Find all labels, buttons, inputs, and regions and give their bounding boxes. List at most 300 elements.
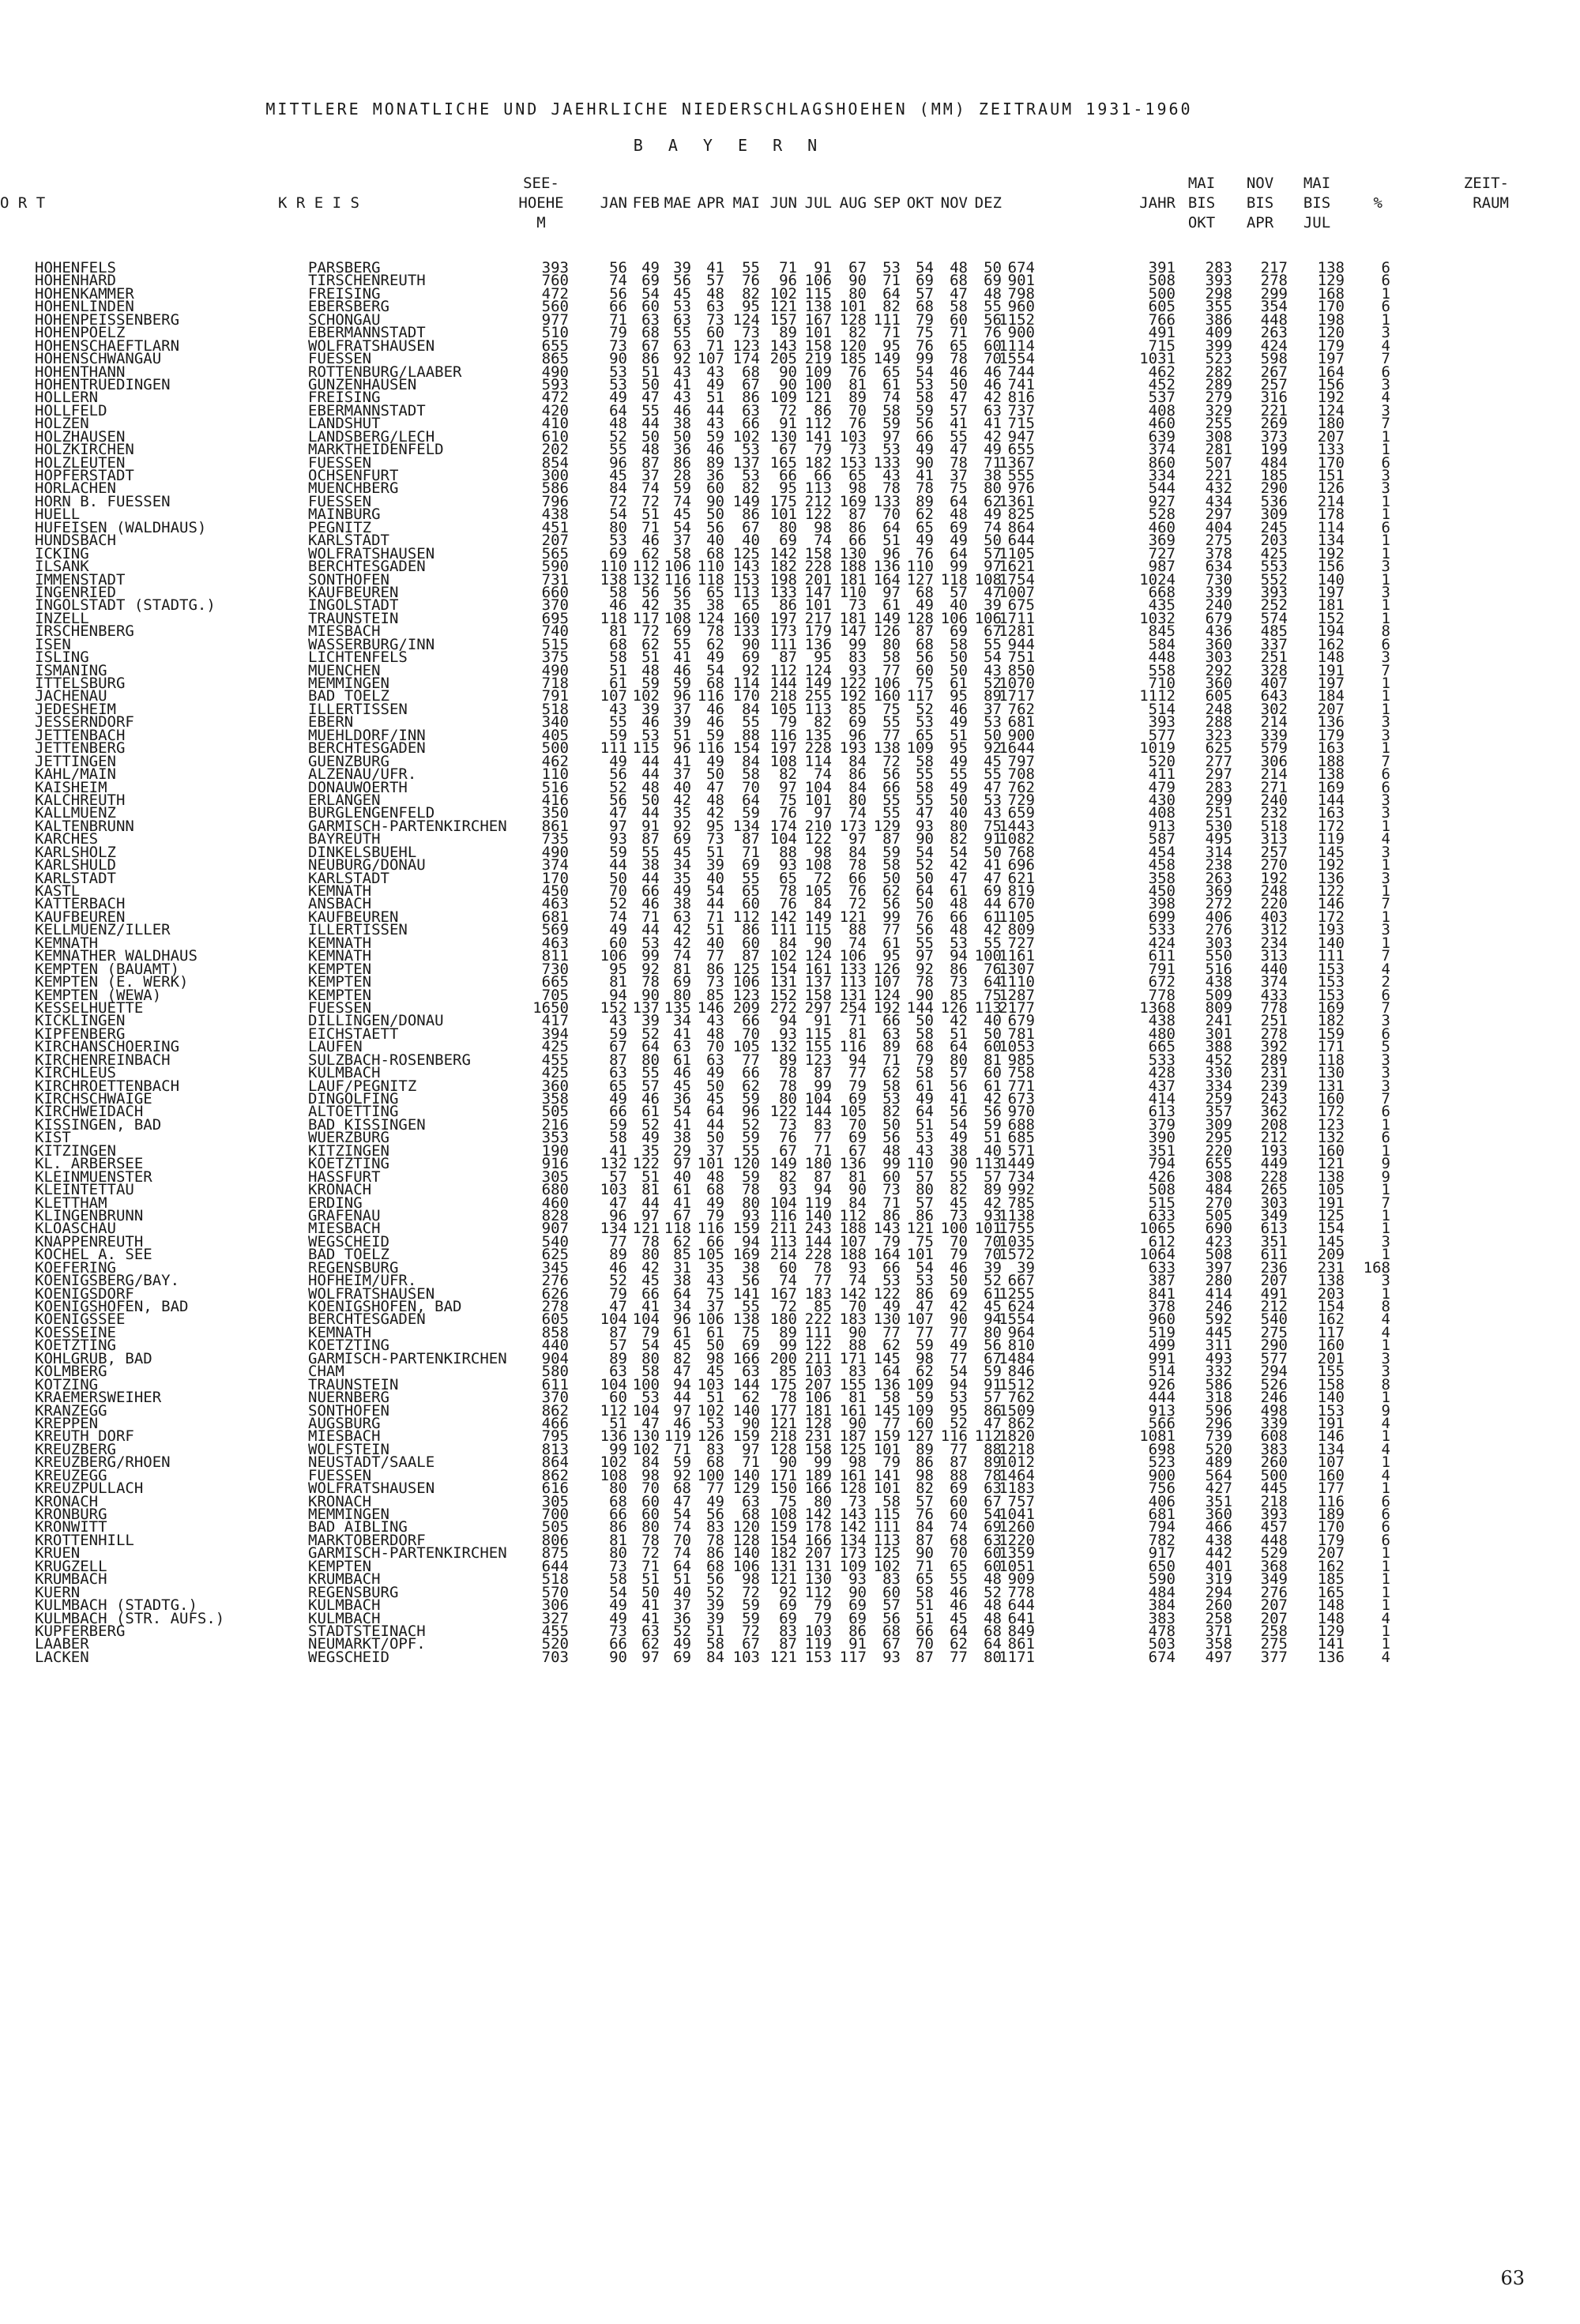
value-cell: 80 bbox=[609, 1480, 627, 1498]
ort-cell: KAISHEIM bbox=[35, 778, 107, 796]
value-cell: 82 bbox=[916, 1480, 934, 1498]
value-cell: 90 bbox=[916, 1544, 934, 1562]
kreis-cell: BAD KISSINGEN bbox=[308, 1115, 426, 1134]
value-cell: 162 bbox=[1317, 635, 1345, 653]
value-cell: 56 bbox=[882, 1129, 901, 1147]
value-cell: 778 bbox=[1007, 1583, 1035, 1601]
value-cell: 613 bbox=[1148, 1103, 1176, 1121]
value-cell: 67 bbox=[984, 1349, 1002, 1367]
value-cell: 505 bbox=[541, 1518, 569, 1536]
value-cell: 69 bbox=[742, 649, 760, 667]
header-mai-jul-2: BIS bbox=[1303, 194, 1331, 212]
value-cell: 90 bbox=[848, 1583, 867, 1601]
ort-cell: KRONACH bbox=[35, 1492, 99, 1510]
value-cell: 154 bbox=[1317, 1220, 1345, 1238]
value-cell: 56 bbox=[673, 272, 691, 290]
value-cell: 130 bbox=[839, 544, 867, 562]
ort-cell: HUELL bbox=[35, 506, 81, 524]
value-cell: 54 bbox=[950, 1115, 968, 1134]
ort-cell: HOHENSCHWANGAU bbox=[35, 350, 162, 368]
value-cell: 44 bbox=[706, 401, 724, 419]
value-cell: 42 bbox=[984, 1090, 1002, 1107]
value-cell: 129 bbox=[732, 1480, 760, 1498]
value-cell: 76 bbox=[779, 1129, 797, 1147]
value-cell: 846 bbox=[1007, 1363, 1035, 1381]
value-cell: 577 bbox=[1148, 726, 1176, 744]
value-cell: 105 bbox=[1317, 1181, 1345, 1199]
value-cell: 85 bbox=[779, 1363, 797, 1381]
value-cell: 54 bbox=[609, 506, 627, 524]
value-cell: 7 bbox=[1381, 1090, 1390, 1107]
value-cell: 454 bbox=[1148, 843, 1176, 861]
ort-cell: KITZINGEN bbox=[35, 1141, 116, 1160]
value-cell: 54 bbox=[673, 518, 691, 536]
ort-cell: KLINGENBRUNN bbox=[35, 1206, 144, 1224]
value-cell: 46 bbox=[673, 1064, 691, 1082]
value-cell: 160 bbox=[873, 687, 901, 705]
ort-cell: KREUZBERG bbox=[35, 1440, 116, 1458]
value-cell: 130 bbox=[769, 427, 797, 446]
value-cell: 68 bbox=[916, 298, 934, 316]
value-cell: 231 bbox=[804, 1427, 832, 1446]
value-cell: 193 bbox=[839, 739, 867, 758]
value-cell: 392 bbox=[1260, 1038, 1288, 1056]
value-cell: 228 bbox=[1260, 1168, 1288, 1186]
value-cell: 50 bbox=[916, 869, 934, 887]
value-cell: 155 bbox=[804, 1038, 832, 1056]
value-cell: 138 bbox=[732, 1311, 760, 1329]
value-cell: 179 bbox=[1317, 1531, 1345, 1549]
value-cell: 862 bbox=[1007, 1414, 1035, 1432]
value-cell: 96 bbox=[609, 453, 627, 472]
kreis-cell: KEMNATH bbox=[308, 1323, 372, 1341]
value-cell: 185 bbox=[1260, 467, 1288, 484]
value-cell: 611 bbox=[1148, 947, 1176, 965]
value-cell: 174 bbox=[732, 350, 760, 368]
value-cell: 149 bbox=[873, 350, 901, 368]
value-cell: 86 bbox=[706, 1544, 724, 1562]
value-cell: 78 bbox=[641, 1232, 660, 1250]
value-cell: 60 bbox=[641, 1506, 660, 1523]
value-cell: 89 bbox=[916, 1440, 934, 1458]
value-cell: 59 bbox=[984, 1115, 1002, 1134]
value-cell: 4 bbox=[1381, 1323, 1390, 1341]
value-cell: 730 bbox=[541, 960, 569, 978]
value-cell: 143 bbox=[873, 1220, 901, 1238]
value-cell: 90 bbox=[916, 986, 934, 1004]
value-cell: 121 bbox=[906, 1220, 934, 1238]
value-cell: 276 bbox=[541, 1272, 569, 1290]
ort-cell: KESSELHUETTE bbox=[35, 998, 144, 1017]
value-cell: 417 bbox=[541, 1012, 569, 1030]
value-cell: 644 bbox=[541, 1557, 569, 1575]
value-cell: 93 bbox=[916, 817, 934, 835]
value-cell: 490 bbox=[541, 843, 569, 861]
ort-cell: HOHENHARD bbox=[35, 272, 116, 290]
value-cell: 778 bbox=[1148, 986, 1176, 1004]
value-cell: 404 bbox=[1205, 518, 1232, 536]
value-cell: 131 bbox=[769, 973, 797, 991]
value-cell: 56 bbox=[882, 895, 901, 913]
value-cell: 49 bbox=[673, 882, 691, 900]
value-cell: 71 bbox=[706, 337, 724, 355]
value-cell: 49 bbox=[609, 752, 627, 770]
value-cell: 255 bbox=[804, 687, 832, 705]
value-cell: 94 bbox=[673, 1375, 691, 1393]
value-cell: 518 bbox=[541, 1570, 569, 1589]
value-cell: 828 bbox=[541, 1206, 569, 1224]
value-cell: 101 bbox=[804, 596, 832, 615]
value-cell: 1041 bbox=[999, 1506, 1035, 1523]
value-cell: 120 bbox=[1317, 324, 1345, 342]
value-cell: 49 bbox=[950, 532, 968, 550]
value-cell: 75 bbox=[882, 700, 901, 718]
value-cell: 703 bbox=[541, 1648, 569, 1666]
value-cell: 54 bbox=[950, 1363, 968, 1381]
value-cell: 54 bbox=[609, 1583, 627, 1601]
value-cell: 43 bbox=[706, 415, 724, 433]
value-cell: 63 bbox=[673, 310, 691, 329]
value-cell: 4 bbox=[1381, 1466, 1390, 1484]
value-cell: 71 bbox=[882, 1194, 901, 1212]
value-cell: 327 bbox=[541, 1609, 569, 1627]
value-cell: 207 bbox=[1260, 1596, 1288, 1615]
ort-cell: IMMENSTADT bbox=[35, 570, 126, 589]
value-cell: 59 bbox=[984, 1363, 1002, 1381]
value-cell: 95 bbox=[814, 649, 832, 667]
value-cell: 72 bbox=[609, 492, 627, 510]
value-cell: 193 bbox=[1260, 1141, 1288, 1160]
value-cell: 119 bbox=[804, 1635, 832, 1653]
value-cell: 35 bbox=[673, 804, 691, 822]
value-cell: 59 bbox=[742, 1168, 760, 1186]
value-cell: 1 bbox=[1381, 1220, 1390, 1238]
kreis-cell: MUENCHEN bbox=[308, 661, 381, 679]
value-cell: 80 bbox=[673, 986, 691, 1004]
value-cell: 303 bbox=[1205, 649, 1232, 667]
value-cell: 41 bbox=[673, 649, 691, 667]
value-cell: 73 bbox=[609, 1622, 627, 1640]
value-cell: 70 bbox=[742, 1025, 760, 1043]
value-cell: 65 bbox=[916, 1570, 934, 1589]
value-cell: 93 bbox=[742, 1206, 760, 1224]
value-cell: 141 bbox=[1317, 1635, 1345, 1653]
value-cell: 101 bbox=[804, 324, 832, 342]
value-cell: 510 bbox=[541, 324, 569, 342]
value-cell: 108 bbox=[804, 856, 832, 874]
value-cell: 579 bbox=[1260, 739, 1288, 758]
value-cell: 991 bbox=[1148, 1349, 1176, 1367]
value-cell: 460 bbox=[1148, 415, 1176, 433]
value-cell: 3 bbox=[1381, 921, 1390, 939]
value-cell: 106 bbox=[664, 558, 691, 576]
value-cell: 70 bbox=[916, 1635, 934, 1653]
value-cell: 68 bbox=[916, 635, 934, 653]
value-cell: 120 bbox=[732, 1518, 760, 1536]
value-cell: 126 bbox=[940, 998, 968, 1017]
value-cell: 1031 bbox=[1139, 350, 1176, 368]
value-cell: 95 bbox=[950, 1401, 968, 1420]
kreis-cell: WOLFRATSHAUSEN bbox=[308, 1480, 435, 1498]
value-cell: 440 bbox=[541, 1337, 569, 1355]
value-cell: 643 bbox=[1260, 687, 1288, 705]
value-cell: 460 bbox=[1148, 518, 1176, 536]
value-cell: 50 bbox=[641, 375, 660, 393]
value-cell: 69 bbox=[950, 1284, 968, 1303]
value-cell: 87 bbox=[814, 1168, 832, 1186]
value-cell: 328 bbox=[1260, 661, 1288, 679]
value-cell: 40 bbox=[984, 1141, 1002, 1160]
value-cell: 306 bbox=[541, 1596, 569, 1615]
value-cell: 62 bbox=[673, 1232, 691, 1250]
value-cell: 55 bbox=[916, 934, 934, 952]
value-cell: 170 bbox=[732, 687, 760, 705]
value-cell: 762 bbox=[1007, 778, 1035, 796]
value-cell: 67 bbox=[882, 1635, 901, 1653]
value-cell: 46 bbox=[641, 532, 660, 550]
value-cell: 3 bbox=[1381, 713, 1390, 731]
value-cell: 509 bbox=[1205, 986, 1232, 1004]
value-cell: 53 bbox=[882, 441, 901, 459]
value-cell: 94 bbox=[984, 1311, 1002, 1329]
value-cell: 113 bbox=[974, 1155, 1002, 1173]
value-cell: 89 bbox=[984, 1453, 1002, 1472]
kreis-cell: TRAUNSTEIN bbox=[308, 1375, 399, 1393]
value-cell: 122 bbox=[632, 1155, 660, 1173]
value-cell: 59 bbox=[706, 427, 724, 446]
value-cell: 103 bbox=[804, 1363, 832, 1381]
value-cell: 55 bbox=[609, 713, 627, 731]
value-cell: 76 bbox=[916, 908, 934, 926]
value-cell: 66 bbox=[882, 778, 901, 796]
value-cell: 71 bbox=[882, 324, 901, 342]
value-cell: 50 bbox=[706, 1129, 724, 1147]
value-cell: 67 bbox=[984, 1492, 1002, 1510]
value-cell: 69 bbox=[848, 1609, 867, 1627]
value-cell: 201 bbox=[1317, 1349, 1345, 1367]
value-cell: 49 bbox=[641, 1129, 660, 1147]
value-cell: 57 bbox=[882, 1596, 901, 1615]
value-cell: 3 bbox=[1381, 1272, 1390, 1290]
value-cell: 53 bbox=[706, 1414, 724, 1432]
ort-cell: KRONWITT bbox=[35, 1518, 107, 1536]
value-cell: 62 bbox=[882, 1337, 901, 1355]
value-cell: 122 bbox=[804, 1337, 832, 1355]
value-cell: 718 bbox=[541, 675, 569, 692]
kreis-cell: MARKTOBERDORF bbox=[308, 1531, 426, 1549]
kreis-cell: FREISING bbox=[308, 284, 381, 303]
value-cell: 59 bbox=[742, 1129, 760, 1147]
value-cell: 181 bbox=[839, 570, 867, 589]
value-cell: 63 bbox=[742, 1492, 760, 1510]
value-cell: 105 bbox=[697, 1246, 724, 1264]
value-cell: 416 bbox=[541, 791, 569, 809]
value-cell: 516 bbox=[541, 778, 569, 796]
value-cell: 860 bbox=[1148, 453, 1176, 472]
value-cell: 87 bbox=[779, 649, 797, 667]
value-cell: 98 bbox=[848, 479, 867, 498]
value-cell: 75 bbox=[779, 791, 797, 809]
value-cell: 90 bbox=[609, 1648, 627, 1666]
value-cell: 91 bbox=[814, 259, 832, 276]
value-cell: 408 bbox=[1148, 804, 1176, 822]
value-cell: 374 bbox=[541, 856, 569, 874]
value-cell: 78 bbox=[779, 1064, 797, 1082]
value-cell: 92 bbox=[984, 739, 1002, 758]
ort-cell: ICKING bbox=[35, 544, 89, 562]
value-cell: 500 bbox=[1148, 284, 1176, 303]
value-cell: 70 bbox=[641, 1480, 660, 1498]
value-cell: 60 bbox=[882, 1583, 901, 1601]
value-cell: 207 bbox=[804, 1375, 832, 1393]
value-cell: 44 bbox=[706, 1115, 724, 1134]
value-cell: 388 bbox=[1205, 1038, 1232, 1056]
value-cell: 76 bbox=[984, 324, 1002, 342]
value-cell: 4 bbox=[1381, 389, 1390, 407]
value-cell: 60 bbox=[984, 1544, 1002, 1562]
value-cell: 57 bbox=[609, 1168, 627, 1186]
value-cell: 276 bbox=[1260, 1583, 1288, 1601]
ort-cell: HOLZEN bbox=[35, 415, 89, 433]
value-cell: 83 bbox=[779, 1622, 797, 1640]
value-cell: 89 bbox=[779, 1323, 797, 1341]
value-cell: 530 bbox=[1205, 817, 1232, 835]
value-cell: 354 bbox=[1260, 298, 1288, 316]
value-cell: 1138 bbox=[999, 1206, 1035, 1224]
value-cell: 36 bbox=[673, 1090, 691, 1107]
kreis-cell: SONTHOFEN bbox=[308, 1401, 389, 1420]
value-cell: 146 bbox=[697, 998, 724, 1017]
value-cell: 685 bbox=[1007, 1129, 1035, 1147]
value-cell: 138 bbox=[1317, 1168, 1345, 1186]
value-cell: 406 bbox=[1148, 1492, 1176, 1510]
value-cell: 650 bbox=[1148, 1557, 1176, 1575]
value-cell: 84 bbox=[742, 700, 760, 718]
value-cell: 81 bbox=[641, 1181, 660, 1199]
value-cell: 462 bbox=[1148, 363, 1176, 381]
value-cell: 75 bbox=[742, 1323, 760, 1341]
value-cell: 178 bbox=[804, 1518, 832, 1536]
value-cell: 360 bbox=[1205, 1506, 1232, 1523]
value-cell: 60 bbox=[882, 1168, 901, 1186]
value-cell: 83 bbox=[706, 1518, 724, 1536]
value-cell: 797 bbox=[1007, 752, 1035, 770]
value-cell: 358 bbox=[541, 1090, 569, 1107]
value-cell: 72 bbox=[882, 752, 901, 770]
value-cell: 393 bbox=[1260, 583, 1288, 601]
header-month-jan: JAN bbox=[600, 194, 627, 212]
value-cell: 142 bbox=[769, 908, 797, 926]
value-cell: 68 bbox=[673, 1480, 691, 1498]
value-cell: 50 bbox=[984, 532, 1002, 550]
kreis-cell: KEMNATH bbox=[308, 934, 372, 952]
value-cell: 47 bbox=[706, 778, 724, 796]
value-cell: 136 bbox=[1317, 1648, 1345, 1666]
value-cell: 350 bbox=[541, 804, 569, 822]
value-cell: 1368 bbox=[1139, 998, 1176, 1017]
ort-cell: HOHENPOELZ bbox=[35, 324, 126, 342]
value-cell: 88 bbox=[848, 1337, 867, 1355]
value-cell: 371 bbox=[1205, 1622, 1232, 1640]
value-cell: 50 bbox=[706, 1337, 724, 1355]
ort-cell: INZELL bbox=[35, 609, 89, 627]
value-cell: 79 bbox=[706, 1206, 724, 1224]
value-cell: 42 bbox=[673, 921, 691, 939]
value-cell: 43 bbox=[673, 363, 691, 381]
value-cell: 1 bbox=[1381, 284, 1390, 303]
value-cell: 108 bbox=[769, 1506, 797, 1523]
value-cell: 580 bbox=[541, 1363, 569, 1381]
kreis-cell: KEMPTEN bbox=[308, 1557, 372, 1575]
value-cell: 62 bbox=[742, 1077, 760, 1095]
value-cell: 69 bbox=[848, 1129, 867, 1147]
value-cell: 985 bbox=[1007, 1051, 1035, 1069]
value-cell: 425 bbox=[541, 1038, 569, 1056]
value-cell: 56 bbox=[609, 765, 627, 784]
value-cell: 141 bbox=[873, 1466, 901, 1484]
value-cell: 795 bbox=[541, 1427, 569, 1446]
value-cell: 86 bbox=[882, 1206, 901, 1224]
value-cell: 1 bbox=[1381, 1480, 1390, 1498]
value-cell: 964 bbox=[1007, 1323, 1035, 1341]
value-cell: 337 bbox=[1260, 635, 1288, 653]
value-cell: 102 bbox=[697, 1401, 724, 1420]
header-mai-jul-1: MAI bbox=[1303, 175, 1331, 192]
value-cell: 46 bbox=[641, 713, 660, 731]
value-cell: 58 bbox=[916, 778, 934, 796]
value-cell: 84 bbox=[814, 895, 832, 913]
ort-cell: HOHENFELS bbox=[35, 259, 116, 276]
kreis-cell: SCHONGAU bbox=[308, 310, 381, 329]
ort-cell: LAABER bbox=[35, 1635, 89, 1653]
value-cell: 497 bbox=[1205, 1648, 1232, 1666]
value-cell: 362 bbox=[1260, 1103, 1288, 1121]
value-cell: 305 bbox=[541, 1168, 569, 1186]
value-cell: 119 bbox=[664, 1427, 691, 1446]
value-cell: 74 bbox=[641, 479, 660, 498]
value-cell: 46 bbox=[950, 1583, 968, 1601]
value-cell: 167 bbox=[769, 1284, 797, 1303]
value-cell: 50 bbox=[984, 726, 1002, 744]
value-cell: 130 bbox=[804, 1570, 832, 1589]
value-cell: 61 bbox=[641, 1103, 660, 1121]
value-cell: 1 bbox=[1381, 1544, 1390, 1562]
value-cell: 280 bbox=[1205, 1272, 1232, 1290]
value-cell: 84 bbox=[848, 1194, 867, 1212]
value-cell: 571 bbox=[1007, 1141, 1035, 1160]
value-cell: 62 bbox=[706, 635, 724, 653]
value-cell: 134 bbox=[839, 1531, 867, 1549]
value-cell: 379 bbox=[1148, 1115, 1176, 1134]
value-cell: 737 bbox=[1007, 401, 1035, 419]
value-cell: 95 bbox=[609, 960, 627, 978]
value-cell: 47 bbox=[984, 778, 1002, 796]
value-cell: 49 bbox=[950, 1337, 968, 1355]
value-cell: 254 bbox=[839, 998, 867, 1017]
value-cell: 123 bbox=[732, 337, 760, 355]
value-cell: 58 bbox=[916, 1064, 934, 1082]
value-cell: 112 bbox=[600, 1401, 627, 1420]
ort-cell: KULMBACH (STR. AUFS.) bbox=[35, 1609, 225, 1627]
kreis-cell: ROTTENBURG/LAABER bbox=[308, 363, 462, 381]
value-cell: 407 bbox=[1260, 675, 1288, 692]
value-cell: 89 bbox=[779, 1051, 797, 1069]
value-cell: 41 bbox=[950, 415, 968, 433]
ort-cell: LACKEN bbox=[35, 1648, 89, 1666]
value-cell: 290 bbox=[1260, 1337, 1288, 1355]
value-cell: 147 bbox=[839, 622, 867, 641]
value-cell: 1 bbox=[1381, 934, 1390, 952]
